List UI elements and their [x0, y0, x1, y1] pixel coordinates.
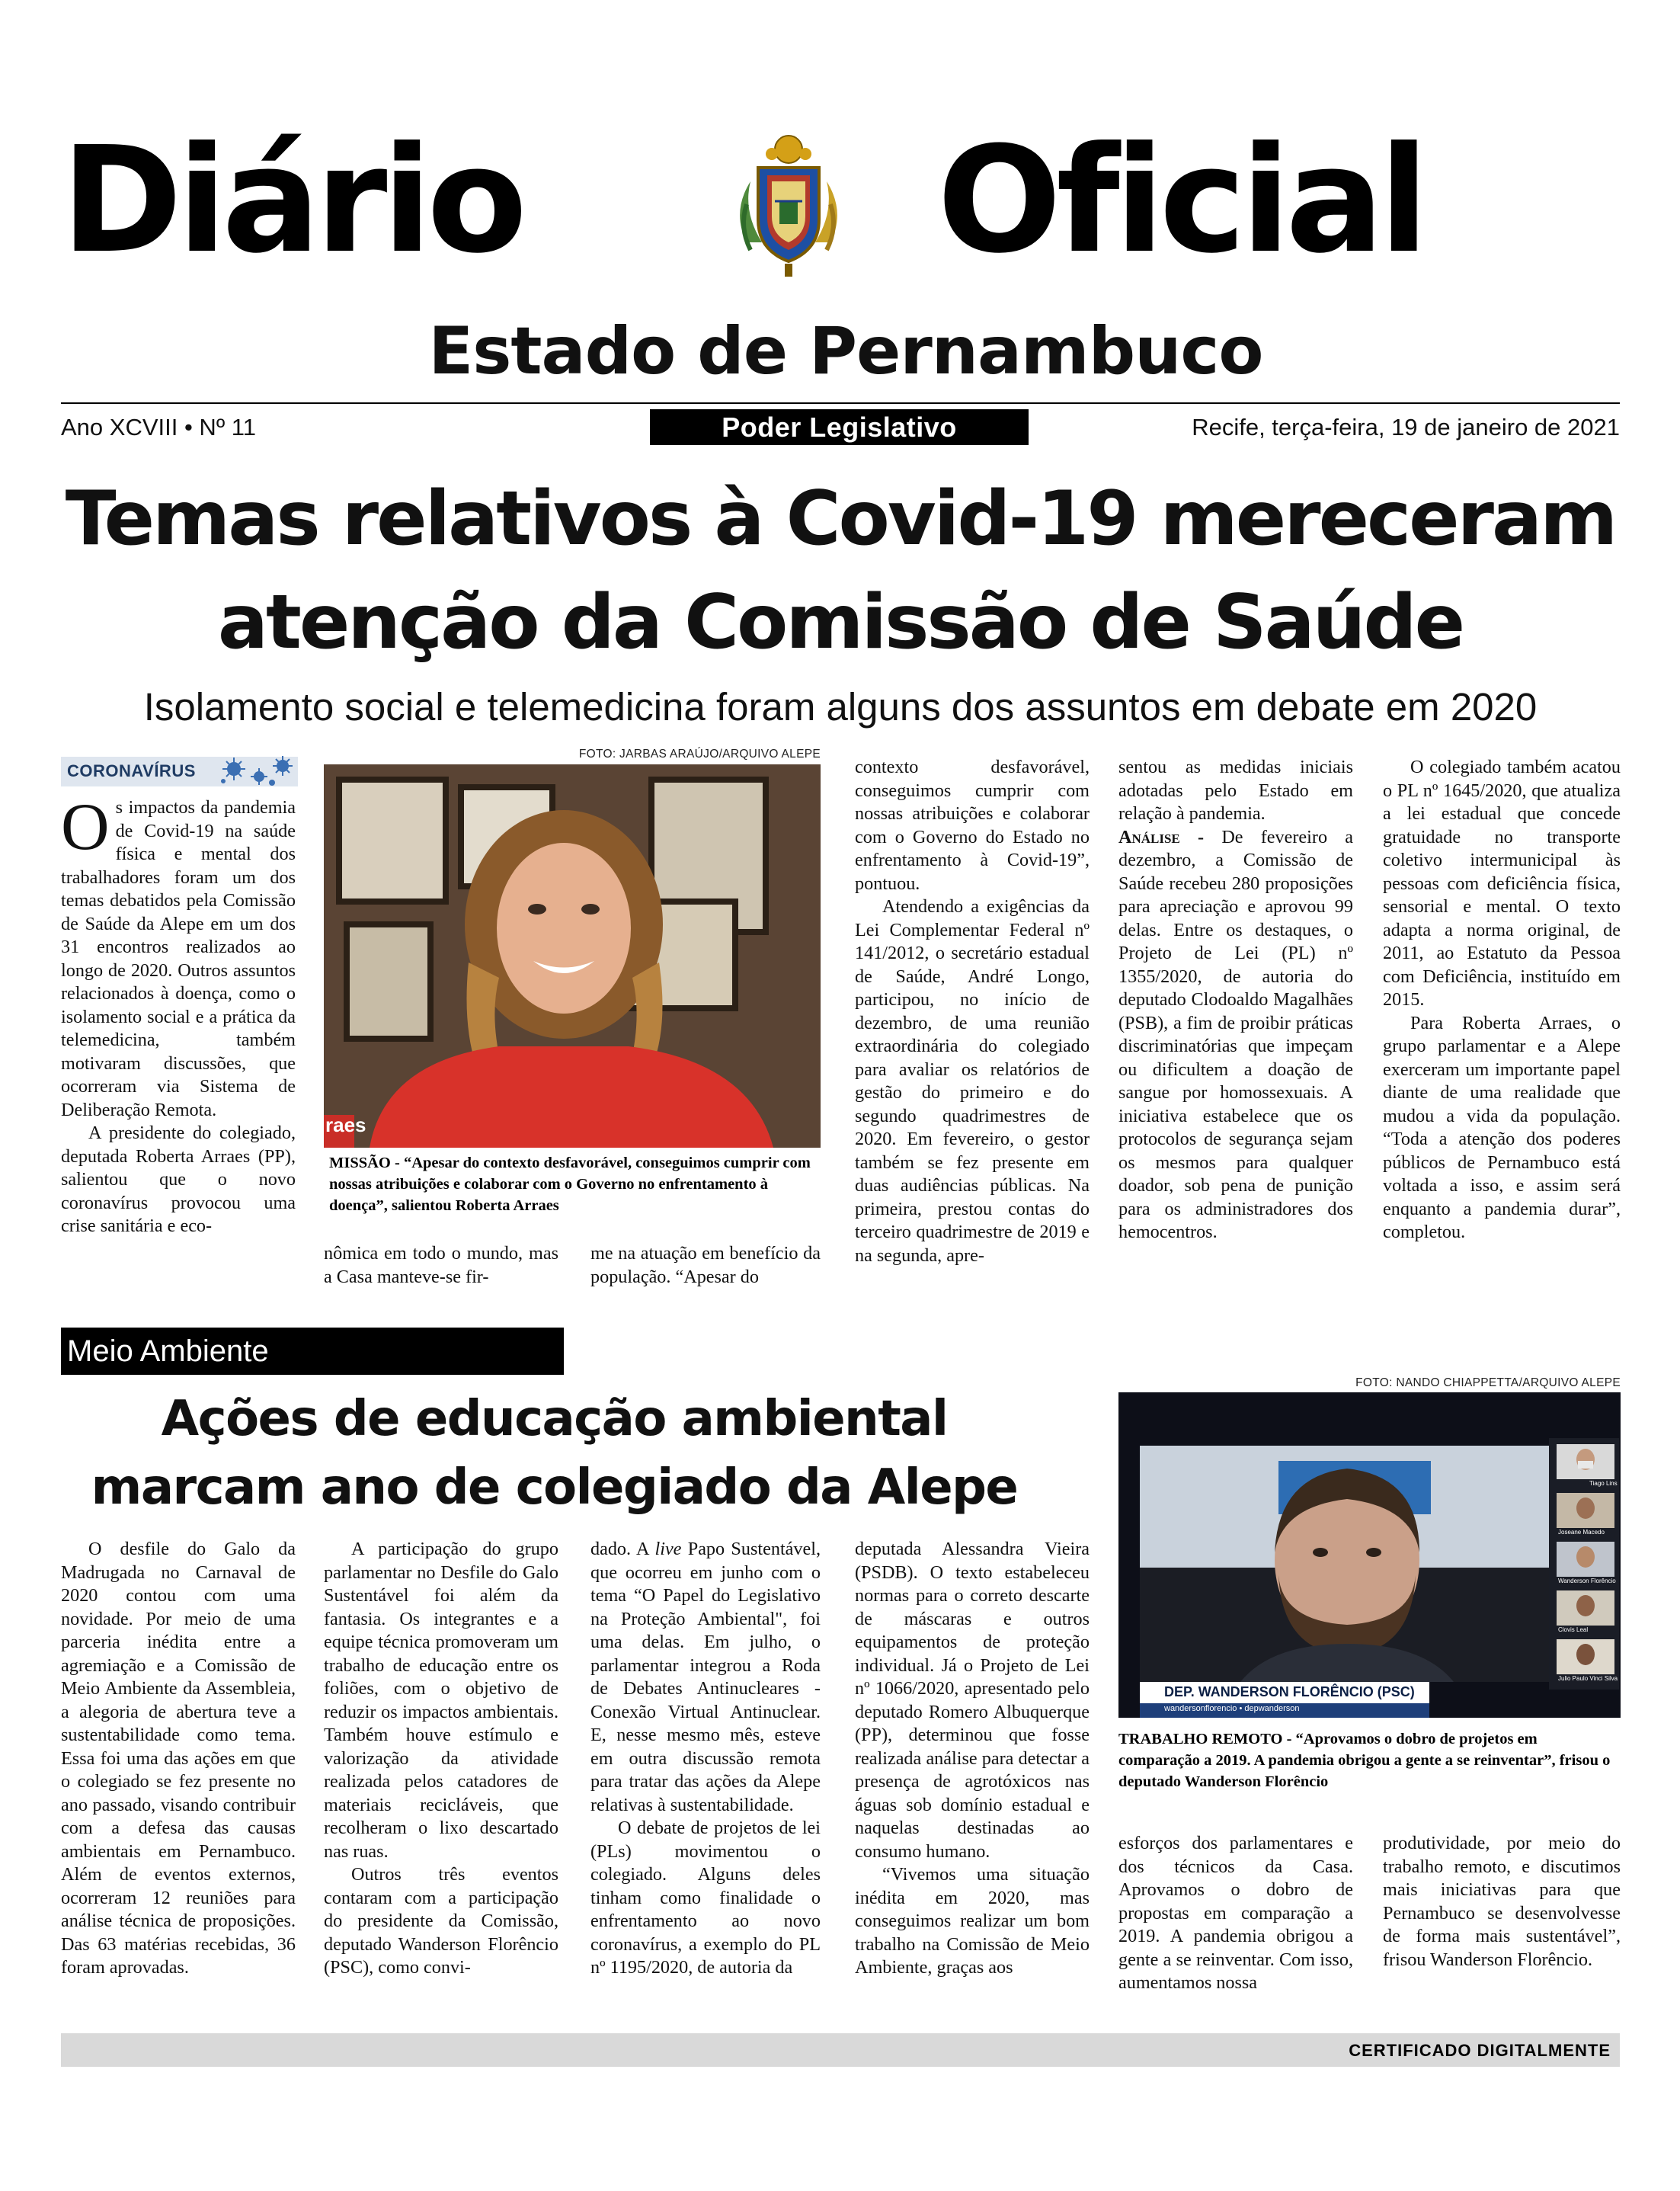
lead-headline-line-1: Temas relativos à Covid-19 mereceram: [65, 476, 1616, 562]
virus-icon: [217, 754, 297, 789]
coat-of-arms: [728, 128, 850, 280]
lead-col6-para-2: Para Roberta Arraes, o grupo parlamentar e a Alepe exerceram um importante papel diante de uma realidade que mudou a vida da população. “Toda a atenção dos poderes públicos de Pernambuco está voltada a isso, e assim será enquanto a pandemia durar”, completou.: [1383, 1012, 1621, 1242]
lead-column-3: [590, 1242, 821, 1289]
lead-col5-para-2: De fevereiro a dezembro, a Comissão de Saúde recebeu 280 proposições para apreciação e aprovou 99 delas. Entre os destaques, o Projeto de Lei (PL) nº 1355/2020, de autoria do deputado Clodoaldo Magalhães (PSB), a fim de proibir práticas discriminatórias que impeçam ou dificultem a doação de sangue por homossexuais. A iniciativa estabelece que os protocolos de segurança sejam os mesmos para qualquer doador, sob pena de punição para os administradores dos hemocentros.: [1118, 826, 1354, 1242]
lead-subhead: Isolamento social e telemedicina foram alguns dos assuntos em debate em 2020: [143, 685, 1538, 729]
second-photo-caption: [1118, 1728, 1621, 1792]
video-lower-third-handles: wandersonflorencio • depwanderson: [1164, 1704, 1300, 1713]
second-column-1: [61, 1538, 296, 1980]
section-badge: Poder Legislativo: [650, 409, 1029, 445]
edition-number: Ano XCVIII • Nº 11: [61, 414, 256, 440]
tile-name-2: Joseane Macedo: [1558, 1529, 1605, 1536]
lead-column-1: [61, 790, 296, 1238]
lead-col1-para-1: s impactos da pandemia de Covid-19 na saúde física e mental dos trabalhadores foram um dos temas debatidos pela Comissão de Saúde da Alepe em um dos 31 encontros realizados ao longo de 2020. Outros assuntos relacionados à doença, como o isolamento social e a prática da telemedicina, também motivaram discussões, que ocorreram via Sistema de Deliberação Remota.: [61, 797, 296, 1120]
lead-col1-para-2: A presidente do colegiado, deputada Roberta Arraes (PP), salientou que o novo coronavírus provocou uma crise sanitária e eco-: [61, 1123, 296, 1236]
masthead-rule: [61, 402, 1620, 404]
masthead-title-left: Diário: [61, 116, 523, 286]
lead-column-6: [1383, 756, 1621, 1244]
second-photo-credit: FOTO: NANDO CHIAPPETTA/ARQUIVO ALEPE: [1355, 1376, 1621, 1389]
tile-name-5: Julio Paulo Vinci Silva: [1558, 1675, 1618, 1682]
tile-name-1: Tiago Lins: [1589, 1480, 1618, 1487]
coat-of-arms-icon: [728, 128, 850, 280]
second-col1-text: O desfile do Galo da Madrugada no Carnaval de 2020 contou com uma novidade. Por meio de uma parceria inédita entre a agremiação e a Comissão de Meio Ambiente da Assembleia, a alegoria de abertura teve a sustentabilidade como tema. Essa foi uma das ações em que o colegiado se fez presente no ano passado, visando contribuir com a defesa das causas ambientais em Pernambuco. Além de eventos externos, ocorreram 12 reuniões para análise técnica de proposições. Das 63 matérias recebidas, 36 foram aprovadas.: [61, 1539, 296, 1978]
lead-col3-text: me na atuação em benefício da população. “Apesar do: [590, 1243, 821, 1287]
digital-certification: CERTIFICADO DIGITALMENTE: [1349, 2041, 1611, 2060]
second-photo: [1118, 1392, 1621, 1718]
second-headline-line-2: marcam ano de colegiado da Alepe: [91, 1459, 1018, 1516]
video-lower-third-name: DEP. WANDERSON FLORÊNCIO (PSC): [1164, 1684, 1415, 1699]
second-column-4: [855, 1538, 1090, 1980]
second-caption-text: “Aprovamos o dobro de projetos em comparação a 2019. A pandemia obrigou a gente a se reinventar”, frisou o deputado Wanderson Florêncio: [1118, 1731, 1611, 1790]
tile-name-3: Wanderson Florêncio: [1558, 1578, 1616, 1584]
second-col2-para-2: Outros três eventos contaram com a participação do presidente da Comissão, deputado Wanderson Florêncio (PSC), como convi-: [324, 1864, 558, 1978]
lead-photo-credit: FOTO: JARBAS ARAÚJO/ARQUIVO ALEPE: [578, 748, 821, 761]
lead-headline-line-2: atenção da Comissão de Saúde: [217, 579, 1464, 666]
second-column-5: [1118, 1832, 1353, 1995]
second-column-6: [1383, 1832, 1621, 1972]
lead-column-2: [324, 1242, 558, 1289]
kicker-label: CORONAVÍRUS: [67, 761, 196, 780]
second-column-3: [590, 1538, 821, 1980]
lead-col5-para-1: sentou as medidas iniciais adotadas pelo Estado em relação à pandemia.: [1118, 757, 1353, 824]
kicker-coronavirus: [61, 757, 298, 786]
lead-col4-para-2: Atendendo a exigências da Lei Complementar Federal nº 141/2012, o secretário estadual de Saúde, André Longo, participou, no início de dezembro, de uma reunião extraordinária do colegiado para avaliar os relatórios de gestão do primeiro e do segundo quadrimestres de 2020. Em fevereiro, o gestor também se fez presente em duas audiências públicas. Na primeira, prestou contas do terceiro quadrimestre de 2019 e na segunda, apre-: [855, 896, 1090, 1266]
dateline: Recife, terça-feira, 19 de janeiro de 2021: [1192, 414, 1620, 440]
masthead-subtitle: Estado de Pernambuco: [428, 313, 1263, 389]
second-col2-para-1: A participação do grupo parlamentar no Desfile do Galo Sustentável foi além da fantasia. Os integrantes e a equipe técnica promoveram um trabalho de educação entre os foliões, com o objetivo de reduzir os impactos ambientais. Também houve estímulo e valorização da atividade realizada pelos catadores de materiais recicláveis, que recolheram o lixo descartado nas ruas.: [324, 1539, 558, 1862]
second-col6-text: produtividade, por meio do trabalho remoto, e discutimos mais iniciativas para que Pernambuco se desenvolvesse de forma mais sustentável”, frisou Wanderson Florêncio.: [1383, 1833, 1621, 1970]
lead-caption-text: “Apesar do contexto desfavorável, conseguimos cumprir com nossas atribuições e colaborar com o Governo no enfrentamento à doença”, salientou Roberta Arraes: [329, 1155, 811, 1214]
drop-cap: O: [61, 790, 110, 864]
lead-photo-caption: [329, 1152, 821, 1216]
tile-name-4: Clovis Leal: [1558, 1626, 1589, 1633]
second-col3-post: Papo Sustentável, que ocorreu em junho com o tema “O Papel do Legislativo na Proteção Ambiental", foi uma delas. Em julho, o parlamentar integrou a Roda de Debates Antinucleares - Conexão Virtual Antinuclear. E, nesse mesmo mês, esteve em outra discussão remota para tratar das ações da Alepe relativas à sustentabilidade.: [590, 1539, 821, 1815]
lead-col2-text: nômica em todo o mundo, mas a Casa manteve-se fir-: [324, 1243, 558, 1287]
lead-column-5: [1118, 756, 1353, 1244]
second-caption-label: TRABALHO REMOTO -: [1118, 1731, 1296, 1747]
analise-label: Análise -: [1118, 826, 1222, 847]
second-col4-para-2: “Vivemos uma situação inédita em 2020, mas conseguimos realizar um bom trabalho na Comissão de Meio Ambiente, graças aos: [855, 1864, 1090, 1978]
lead-col4-para-1: contexto desfavorável, conseguimos cumprir com nossas atribuições e colaborar com o Governo do Estado no enfrentamento à Covid-19”, pontuou.: [855, 757, 1090, 894]
lead-column-4: [855, 756, 1090, 1267]
second-col3-para-2: O debate de projetos de lei (PLs) movimentou o colegiado. Alguns deles tinham como finalidade o enfrentamento ao novo coronavírus, a exemplo do PL nº 1195/2020, de autoria da: [590, 1818, 821, 1978]
second-headline-line-1: Ações de educação ambiental: [161, 1391, 948, 1447]
masthead-title-right: Oficial: [937, 116, 1424, 286]
lead-caption-label: MISSÃO -: [329, 1155, 404, 1171]
second-column-2: [324, 1538, 558, 1980]
portrait-image: [324, 764, 821, 1148]
second-col4-para-1: deputada Alessandra Vieira (PSDB). O texto estabeleceu normas para o correto descarte de máscaras e outros equipamentos de proteção individual. Já o Projeto de Lei nº 1066/2020, apresentado pelo deputado Romero Albuquerque (PP), determinou que fosse realizada análise para detectar a presença de agrotóxicos nas águas sob domínio estadual e naquelas destinadas ao consumo humano.: [855, 1539, 1090, 1862]
photo-name-overlay: raes: [325, 1113, 366, 1136]
lead-col6-para-1: O colegiado também acatou o PL nº 1645/2020, que atualiza a lei estadual que concede gratuidade no transporte coletivo intermunicipal às pessoas com deficiência física, sensorial e mental. O texto adapta a norma original, de 2011, ao Estatuto da Pessoa com Deficiência, instituído em 2015.: [1383, 757, 1621, 1010]
second-col3-pre: dado. A: [590, 1539, 655, 1559]
second-col5-text: esforços dos parlamentares e dos técnicos da Casa. Aprovamos o dobro de propostas em comparação a 2019. A pandemia obrigou a gente a se reinventar. Com isso, aumentamos nossa: [1118, 1833, 1353, 1993]
second-col3-live: live: [654, 1539, 682, 1559]
section-tag-meio-ambiente: Meio Ambiente: [61, 1328, 564, 1375]
video-call-image: [1118, 1392, 1621, 1718]
footer-bar: [61, 2033, 1620, 2067]
lead-photo: [324, 764, 821, 1148]
